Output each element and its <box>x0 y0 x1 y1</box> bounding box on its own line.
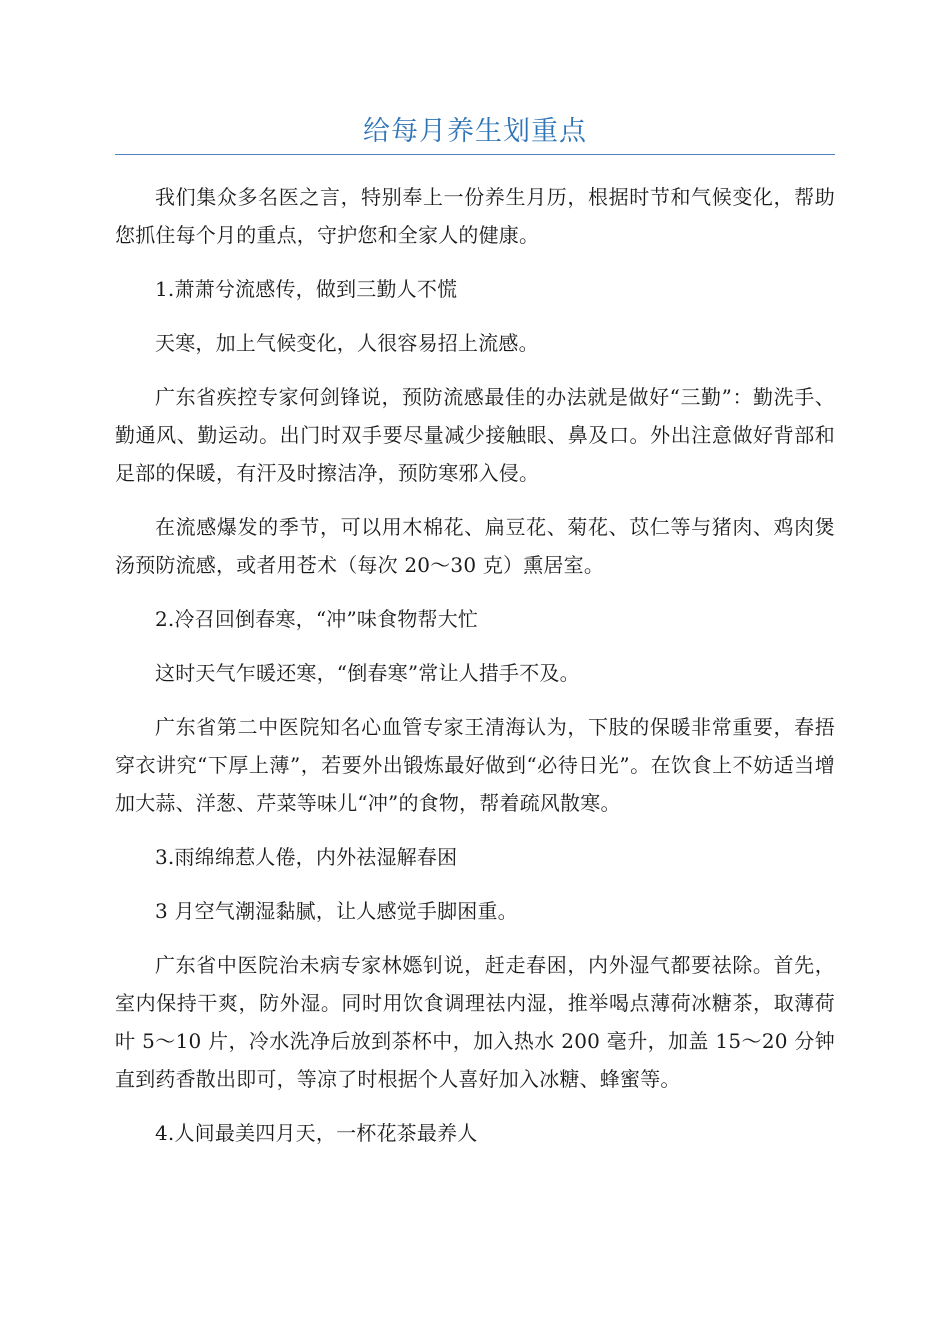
body-paragraph: 3 月空气潮湿黏腻，让人感觉手脚困重。 <box>155 899 518 923</box>
section-heading-1: 1.萧萧兮流感传，做到三勤人不慌 <box>155 277 458 301</box>
body-paragraph: 广东省第二中医院知名心血管专家王清海认为，下肢的保暖非常重要，春捂穿衣讲究“下厚上薄”，若要外出锻炼最好做到“必待日光”。在饮食上不妨适当增加大蒜、洋葱、芹菜等味儿“冲”的食物，帮着疏风散寒。 <box>115 715 835 815</box>
document-title: 给每月养生划重点 <box>363 116 587 147</box>
section-heading-4: 4.人间最美四月天，一杯花茶最养人 <box>155 1121 478 1145</box>
body-paragraph: 天寒，加上气候变化，人很容易招上流感。 <box>155 331 539 355</box>
body-paragraph: 广东省中医院治未病专家林嫕钊说，赶走春困，内外湿气都要祛除。首先，室内保持干爽，防外湿。同时用饮食调理祛内湿，推举喝点薄荷冰糖茶，取薄荷叶 5～10 片，冷水洗净后放到茶杯中，加入热水 200 毫升，加盖 15～20 分钟直到药香散出即可，等凉了时根据个人喜好加入冰糖、蜂蜜等。 <box>115 953 835 1091</box>
section-heading-2: 2.冷召回倒春寒，“冲”味食物帮大忙 <box>155 607 479 631</box>
body-paragraph: 这时天气乍暖还寒，“倒春寒”常让人措手不及。 <box>155 661 580 685</box>
section-heading-3: 3.雨绵绵惹人倦，内外祛湿解春困 <box>155 845 458 869</box>
title-underline <box>115 154 835 155</box>
document-body <box>115 178 835 1168</box>
body-paragraph: 广东省疾控专家何剑锋说，预防流感最佳的办法就是做好“三勤”：勤洗手、勤通风、勤运动。出门时双手要尽量减少接触眼、鼻及口。外出注意做好背部和足部的保暖，有汗及时擦洁净，预防寒邪入侵。 <box>115 385 835 485</box>
body-paragraph: 在流感爆发的季节，可以用木棉花、扁豆花、菊花、苡仁等与猪肉、鸡肉煲汤预防流感，或者用苍术（每次 20～30 克）熏居室。 <box>115 515 835 577</box>
intro-paragraph: 我们集众多名医之言，特别奉上一份养生月历，根据时节和气候变化，帮助您抓住每个月的重点，守护您和全家人的健康。 <box>115 185 835 247</box>
